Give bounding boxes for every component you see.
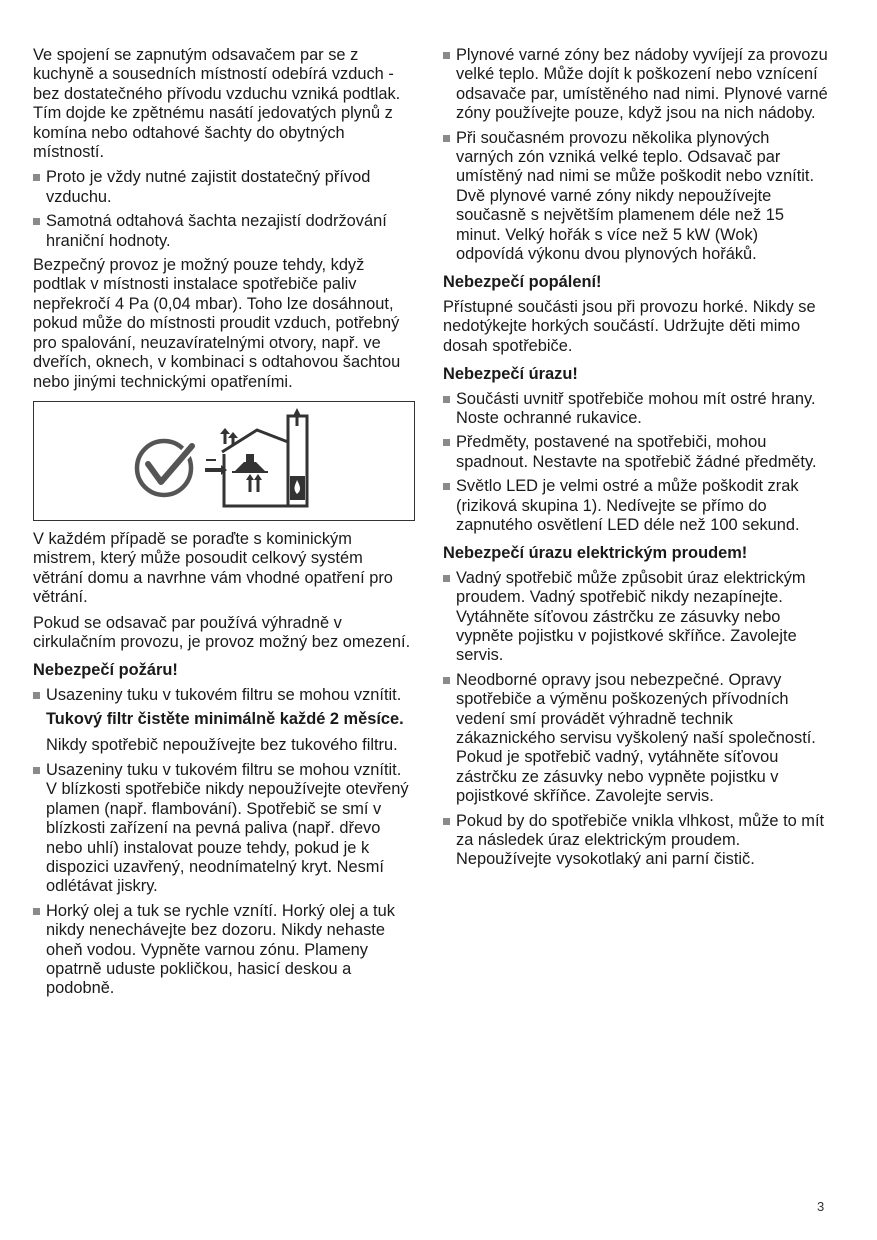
ventilation-diagram <box>34 402 414 520</box>
list-item: Proto je vždy nutné zajistit dostatečný přívod vzduchu. <box>33 168 415 207</box>
list-item: Plynové varné zóny bez nádoby vyvíjejí za provozu velké teplo. Může dojít k poškození nebo vznícení odsavače par, umístěného nad nimi. Plynové varné zóny používejte pouze, když jsou na nich nádoby. <box>443 46 829 124</box>
left-column <box>33 46 415 1004</box>
list-item: Pokud by do spotřebiče vnikla vlhkost, může to mít za následek úraz elektrickým proudem. Nepoužívejte vysokotlaký ani parní čistič. <box>443 812 829 870</box>
list-item: Neodborné opravy jsou nebezpečné. Opravy spotřebiče a výměnu poškozených přívodních vedení smí provádět výhradně technik zákaznického servisu vyškolený naší společností. Pokud je spotřebič vadný, vytáhněte síťovou zástrčku ze zásuvky nebo vypněte pojistku v pojistkové skříňce. Zavolejte servis. <box>443 671 829 807</box>
heading-burn-hazard: Nebezpečí popálení! <box>443 273 602 292</box>
list-item: Usazeniny tuku v tukovém filtru se mohou vznítit. <box>33 686 415 705</box>
list-item: Světlo LED je velmi ostré a může poškodit zrak (riziková skupina 1). Nedívejte se přímo do zapnutého osvětlení LED déle než 100 sekund. <box>443 477 829 535</box>
fireplace-icon <box>290 476 305 500</box>
page-number: 3 <box>817 1199 825 1214</box>
filter-cleaning-note: Tukový filtr čistěte minimálně každé 2 měsíce. <box>46 710 404 729</box>
list-item: Samotná odtahová šachta nezajistí dodržování hraniční hodnoty. <box>33 212 415 251</box>
filter-usage-note: Nikdy spotřebič nepoužívejte bez tukového filtru. <box>46 735 398 754</box>
list-item: Vadný spotřebič může způsobit úraz elektrickým proudem. Vadný spotřebič nikdy nezapínejte. Vytáhněte síťovou zástrčku ze zásuvky nebo vypněte pojistku v pojistkové skříňce. Zavolejte servis. <box>443 569 829 666</box>
list-item: Usazeniny tuku v tukovém filtru se mohou vznítit. V blízkosti spotřebiče nikdy nepoužívejte otevřený plamen (např. flambování). Spotřebič se smí v blízkosti zařízení na pevná paliva (např. dřevo nebo uhlí) instalovat pouze tehdy, pokud je k dispozici uzavřený, neodnímatelný kryt. Nesmí odlétávat jiskry. <box>33 761 415 897</box>
list-item: Předměty, postavené na spotřebiči, mohou spadnout. Nestavte na spotřebič žádné předměty. <box>443 433 829 472</box>
paragraph-safe-operation: Bezpečný provoz je možný pouze tehdy, když podtlak v místnosti instalace spotřebiče paliv nepřekročí 4 Pa (0,04 mbar). Toho lze dosáhnout, pokud může do místnosti proudit vzduch, potřebný pro spalování, neuzavíratelnými otvory, např. ve dveřích, oknech, v kombinaci s odtahovou šachtou nebo jinými technickými opatřeními. <box>33 256 401 391</box>
ventilation-illustration <box>33 401 415 521</box>
list-item: Horký olej a tuk se rychle vznítí. Horký olej a tuk nikdy nenechávejte bez dozoru. Nikdy nehaste oheň vodou. Vypněte varnou zónu. Plameny opatrně uduste pokličkou, hasicí deskou a podobně. <box>33 902 415 999</box>
paragraph-recirculation: Pokud se odsavač par používá výhradně v cirkulačním provozu, je provoz možný bez omezení. <box>33 613 411 651</box>
checkmark-circle-icon <box>137 441 192 495</box>
list-item: Součásti uvnitř spotřebiče mohou mít ostré hrany. Noste ochranné rukavice. <box>443 390 829 429</box>
paragraph-burn: Přístupné součásti jsou při provozu horké. Nikdy se nedotýkejte horkých součástí. Udržujte děti mimo dosah spotřebiče. <box>443 297 816 355</box>
heading-fire-hazard: Nebezpečí požáru! <box>33 661 178 680</box>
right-column <box>443 46 829 875</box>
heading-injury-hazard: Nebezpečí úrazu! <box>443 365 578 384</box>
intro-paragraph: Ve spojení se zapnutým odsavačem par se z kuchyně a sousedních místností odebírá vzduch - bez dostatečného přívodu vzduchu vzniká podtlak. Tím dojde ke zpětnému nasátí jedovatých plynů z komína nebo odtahové šachty do obytných místností. <box>33 46 401 162</box>
heading-electric-shock: Nebezpečí úrazu elektrickým proudem! <box>443 544 748 563</box>
paragraph-chimney-sweep: V každém případě se poraďte s kominickým mistrem, který může posoudit celkový systém větrání domu a navrhne vám vhodné opatření pro větrání. <box>33 529 393 607</box>
cooker-hood-icon <box>232 454 268 472</box>
list-item: Při současném provozu několika plynových varných zón vzniká velké teplo. Odsavač par umístěný nad nimi se může poškodit nebo vznítit. Dvě plynové varné zóny nikdy nepoužívejte současně s největším plamenem déle než 15 minut. Velký hořák s více než 5 kW (Wok) odpovídá výkonu dvou plynových hořáků. <box>443 129 829 265</box>
